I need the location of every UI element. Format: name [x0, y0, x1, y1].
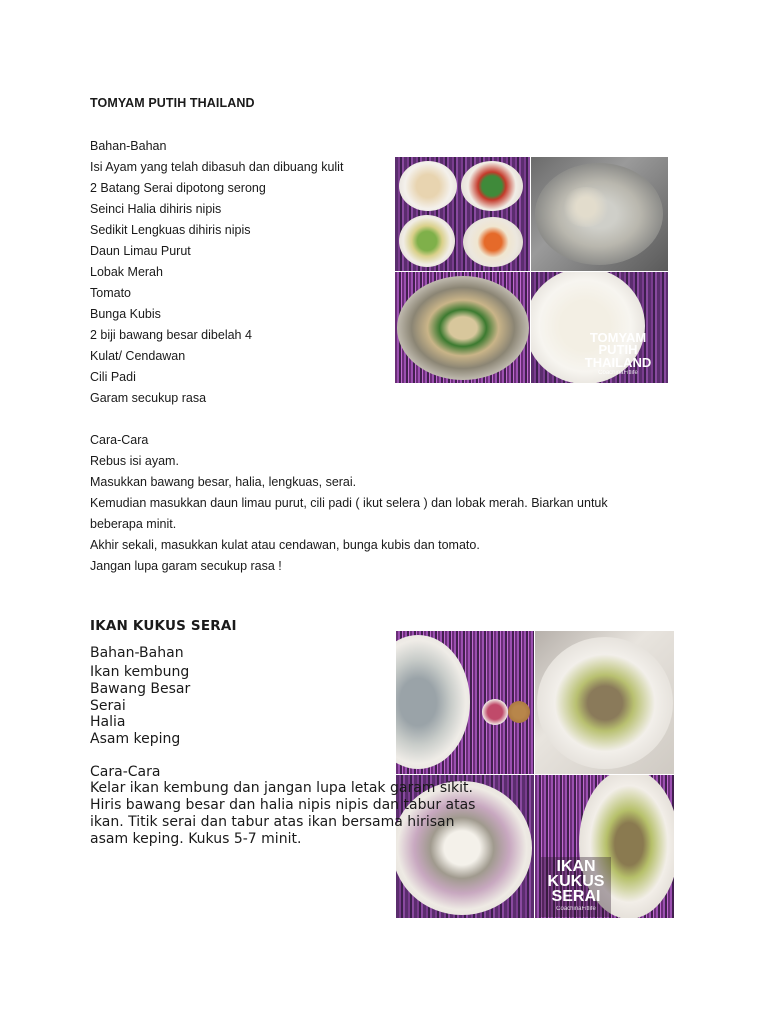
- step-item: Rebus isi ayam.: [90, 454, 179, 468]
- step-item: ikan. Titik serai dan tabur atas ikan bersama hirisan: [90, 814, 455, 830]
- ingredient-item: 2 Batang Serai dipotong serong: [90, 181, 266, 195]
- ingredient-item: Ikan kembung: [90, 664, 190, 680]
- recipe-2-image-badge: IKAN KUKUS SERAI CoachinaFitlife: [541, 857, 611, 917]
- recipe-1-photo-collage: [395, 157, 668, 383]
- ingredient-item: Bawang Besar: [90, 681, 191, 697]
- ingredient-item: Sedikit Lengkuas dihiris nipis: [90, 223, 251, 237]
- step-item: Jangan lupa garam secukup rasa !: [90, 559, 282, 573]
- ingredients-photo: [395, 157, 530, 271]
- step-item: beberapa minit.: [90, 517, 177, 531]
- ingredient-item: Cili Padi: [90, 370, 136, 384]
- serai-plate-photo: [535, 775, 674, 918]
- ingredient-item: Halia: [90, 714, 126, 730]
- step-item: Hiris bawang besar dan halia nipis nipis dan tabur atas: [90, 797, 476, 813]
- step-item: Akhir sekali, masukkan kulat atau cendawan, bunga kubis dan tomato.: [90, 538, 480, 552]
- recipe-1-image-badge: TOMYAM PUTIH THAILAND CoachinaFitlife: [584, 330, 652, 377]
- ingredient-item: Seinci Halia dihiris nipis: [90, 202, 222, 216]
- recipe-2-steps-heading: Cara-Cara: [90, 764, 161, 780]
- recipe-2-ingredients-heading: Bahan-Bahan: [90, 645, 184, 661]
- step-item: asam keping. Kukus 5-7 minit.: [90, 831, 302, 847]
- ingredient-item: Asam keping: [90, 731, 181, 747]
- ingredient-item: Garam secukup rasa: [90, 391, 207, 405]
- ingredient-item: Tomato: [90, 286, 131, 300]
- recipe-2-photo-collage: [396, 631, 674, 918]
- step-item: Masukkan bawang besar, halia, lengkuas, serai.: [90, 475, 357, 489]
- soup-pot-photo: [531, 157, 668, 271]
- step-item: Kelar ikan kembung dan jangan lupa letak garam sikit.: [90, 780, 473, 796]
- recipe-1-steps-heading: Cara-Cara: [90, 433, 149, 447]
- steamed-fish-photo: [535, 631, 674, 774]
- recipe-2-title: IKAN KUKUS SERAI: [90, 618, 237, 634]
- recipe-1-title: TOMYAM PUTIH THAILAND: [90, 96, 255, 110]
- step-item: Kemudian masukkan daun limau purut, cili padi ( ikut selera ) dan lobak merah. Biarkan untuk: [90, 496, 608, 510]
- ingredient-item: Lobak Merah: [90, 265, 163, 279]
- ingredient-item: Daun Limau Purut: [90, 244, 191, 258]
- fish-ingredients-photo: [396, 631, 534, 774]
- ingredient-item: Serai: [90, 698, 126, 714]
- ingredient-item: 2 biji bawang besar dibelah 4: [90, 328, 252, 342]
- recipe-1-ingredients-heading: Bahan-Bahan: [90, 139, 167, 153]
- ingredient-item: Bunga Kubis: [90, 307, 161, 321]
- ingredient-item: Isi Ayam yang telah dibasuh dan dibuang kulit: [90, 160, 344, 174]
- tomyam-bowl-photo: [395, 272, 530, 383]
- rice-plate-photo: [531, 272, 668, 383]
- ingredient-item: Kulat/ Cendawan: [90, 349, 186, 363]
